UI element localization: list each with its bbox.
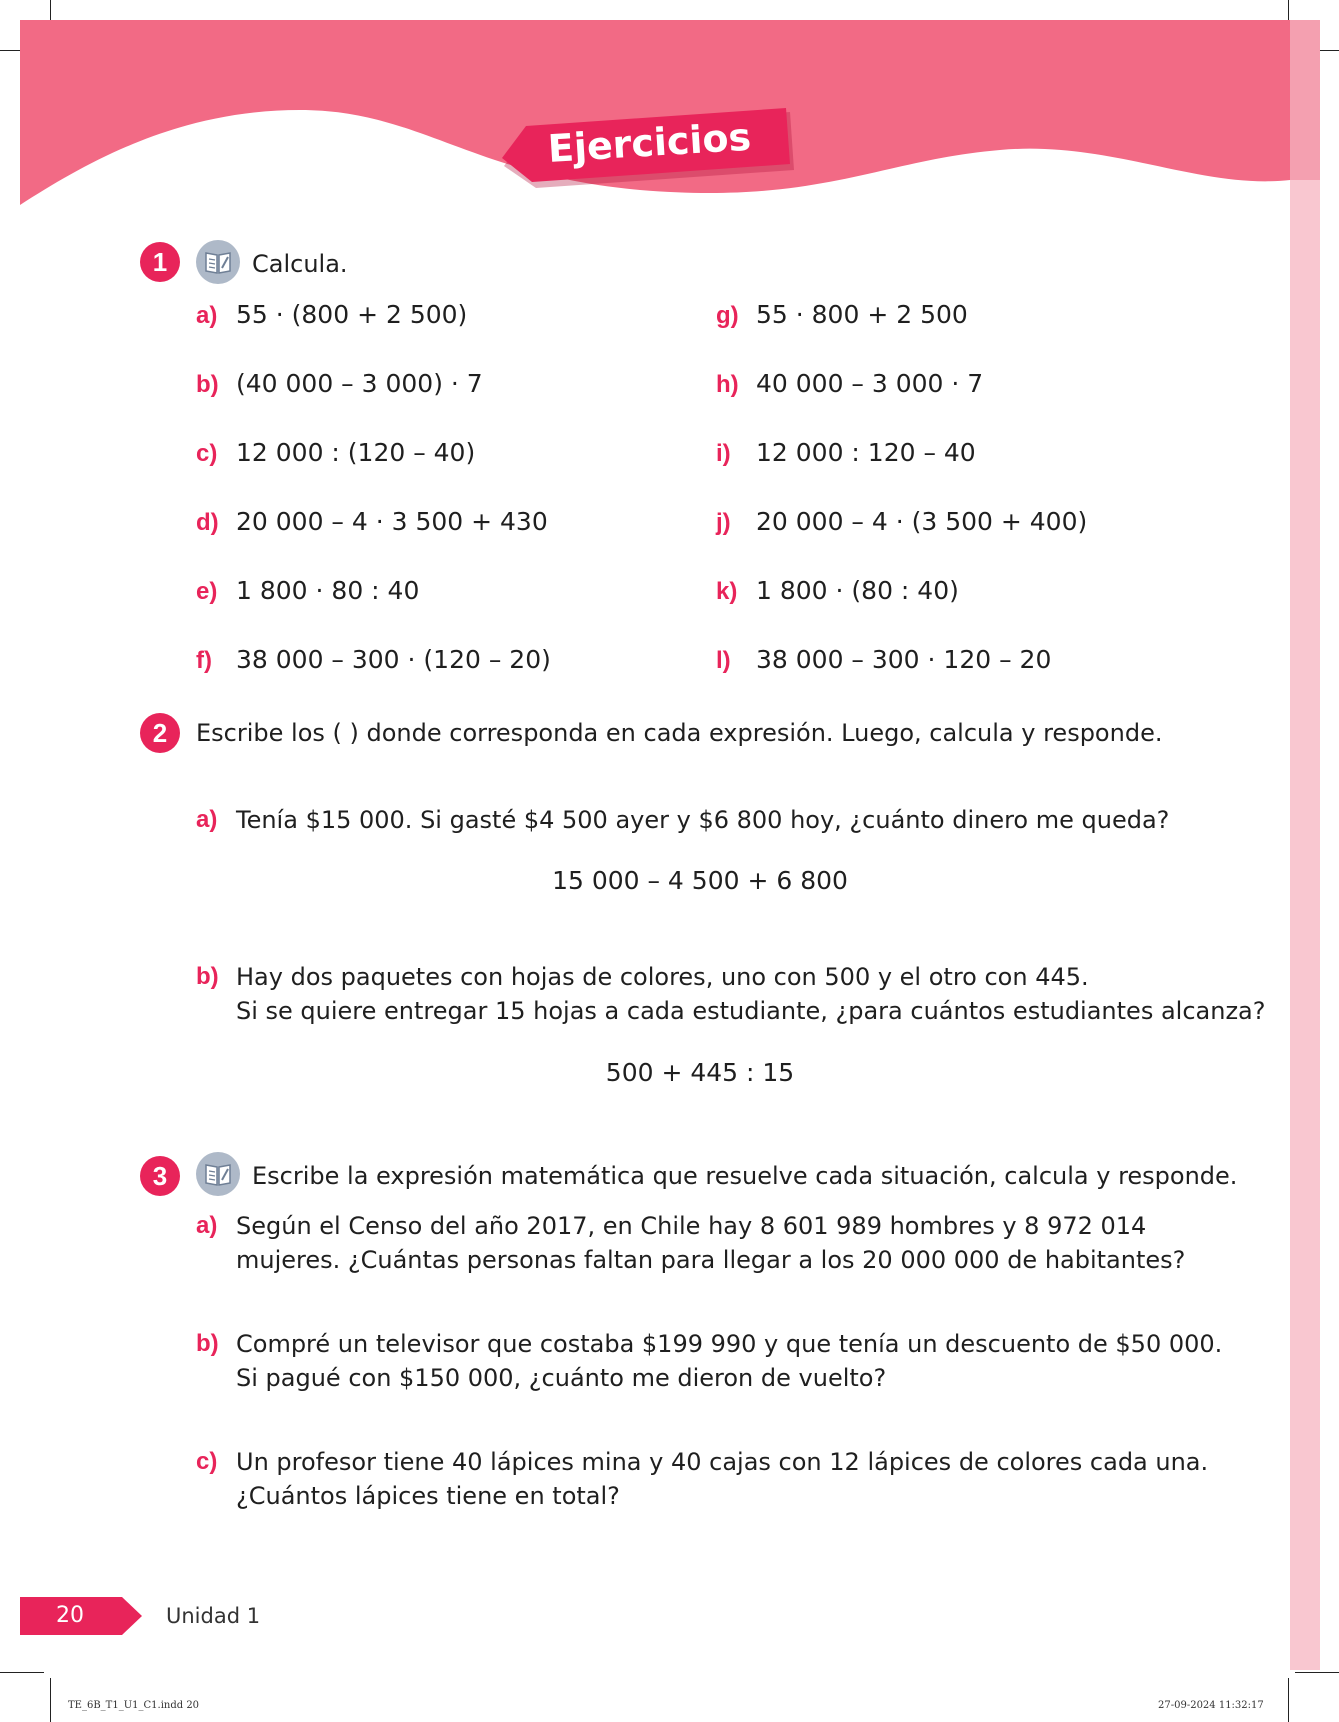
item-expression: 12 000 : 120 – 40 [756,438,976,467]
problem-text: mujeres. ¿Cuántas personas faltan para llegar a los 20 000 000 de habitantes? [236,1246,1186,1274]
item-expression: 1 800 · 80 : 40 [236,576,420,605]
unit-label: Unidad 1 [166,1604,261,1628]
problem-text: Hay dos paquetes con hojas de colores, uno con 500 y el otro con 445. [236,963,1089,991]
item-label: j) [716,509,731,536]
item-expression: 1 800 · (80 : 40) [756,576,959,605]
side-band [1290,20,1320,1670]
problem-text: Tenía $15 000. Si gasté $4 500 ayer y $6 800 hoy, ¿cuánto dinero me queda? [236,806,1170,834]
problem-item [196,803,1196,837]
item-label: a) [196,1212,218,1239]
item-label: f) [196,647,212,674]
calc-item [196,436,475,471]
item-expression: 40 000 – 3 000 · 7 [756,369,984,398]
item-label: d) [196,509,219,536]
calc-item [196,505,548,540]
problem-text: Según el Censo del año 2017, en Chile hay 8 601 989 hombres y 8 972 014 [236,1212,1147,1240]
problem-text: Si se quiere entregar 15 hojas a cada estudiante, ¿para cuántos estudiantes alcanza? [236,997,1266,1025]
item-expression: 38 000 – 300 · 120 – 20 [756,645,1052,674]
item-expression: 12 000 : (120 – 40) [236,438,476,467]
item-label: b) [196,963,219,990]
exercise-number-badge: 2 [140,713,180,753]
calc-item [716,436,976,471]
item-expression: 55 · 800 + 2 500 [756,300,968,329]
item-expression: 55 · (800 + 2 500) [236,300,468,329]
notebook-icon [196,240,240,284]
exercise-statement: Escribe la expresión matemática que resuelve cada situación, calcula y responde. [252,1162,1238,1190]
item-label: e) [196,578,218,605]
crop-mark [1288,1678,1289,1722]
problem-item [196,960,1266,1028]
crop-mark [0,1672,44,1673]
problem-text: Un profesor tiene 40 lápices mina y 40 cajas con 12 lápices de colores cada una. [236,1448,1209,1476]
item-label: g) [716,302,739,329]
problem-item [196,1209,1196,1277]
problem-item [196,1445,1209,1513]
item-label: b) [196,371,219,398]
item-label: i) [716,440,731,467]
crop-mark [1295,1672,1339,1673]
item-label: c) [196,440,218,467]
problem-expression: 500 + 445 : 15 [605,1058,795,1087]
file-slug: TE_6B_T1_U1_C1.indd 20 [68,1700,200,1711]
page-number: 20 [56,1603,84,1628]
item-expression: (40 000 – 3 000) · 7 [236,369,483,398]
page-title: Ejercicios [546,114,753,171]
problem-text: Si pagué con $150 000, ¿cuánto me dieron de vuelto? [236,1364,887,1392]
calc-item [716,298,968,333]
item-label: c) [196,1448,218,1475]
problem-text: ¿Cuántos lápices tiene en total? [236,1482,620,1510]
calc-item [716,574,959,609]
item-expression: 38 000 – 300 · (120 – 20) [236,645,551,674]
calc-item [196,643,551,678]
item-label: l) [716,647,731,674]
problem-text: Compré un televisor que costaba $199 990 y que tenía un descuento de $50 000. [236,1330,1223,1358]
print-timestamp: 27-09-2024 11:32:17 [1158,1700,1264,1711]
calc-item [196,574,419,609]
calc-item [716,505,1087,540]
calc-item [196,367,483,402]
item-label: a) [196,302,218,329]
exercise-statement: Escribe los ( ) donde corresponda en cada expresión. Luego, calcula y responde. [196,719,1163,747]
problem-expression: 15 000 – 4 500 + 6 800 [552,866,848,895]
calc-item [716,643,1051,678]
item-label: h) [716,371,739,398]
calc-item [716,367,983,402]
item-expression: 20 000 – 4 · (3 500 + 400) [756,507,1088,536]
item-label: a) [196,806,218,833]
calc-item [196,298,467,333]
item-label: k) [716,578,738,605]
item-expression: 20 000 – 4 · 3 500 + 430 [236,507,548,536]
exercise-number-badge: 1 [140,242,180,282]
item-label: b) [196,1330,219,1357]
exercise-number-badge: 3 [140,1156,180,1196]
exercise-statement: Calcula. [252,250,348,278]
problem-item [196,1327,1223,1395]
crop-mark [50,1678,51,1722]
notebook-icon [196,1152,240,1196]
